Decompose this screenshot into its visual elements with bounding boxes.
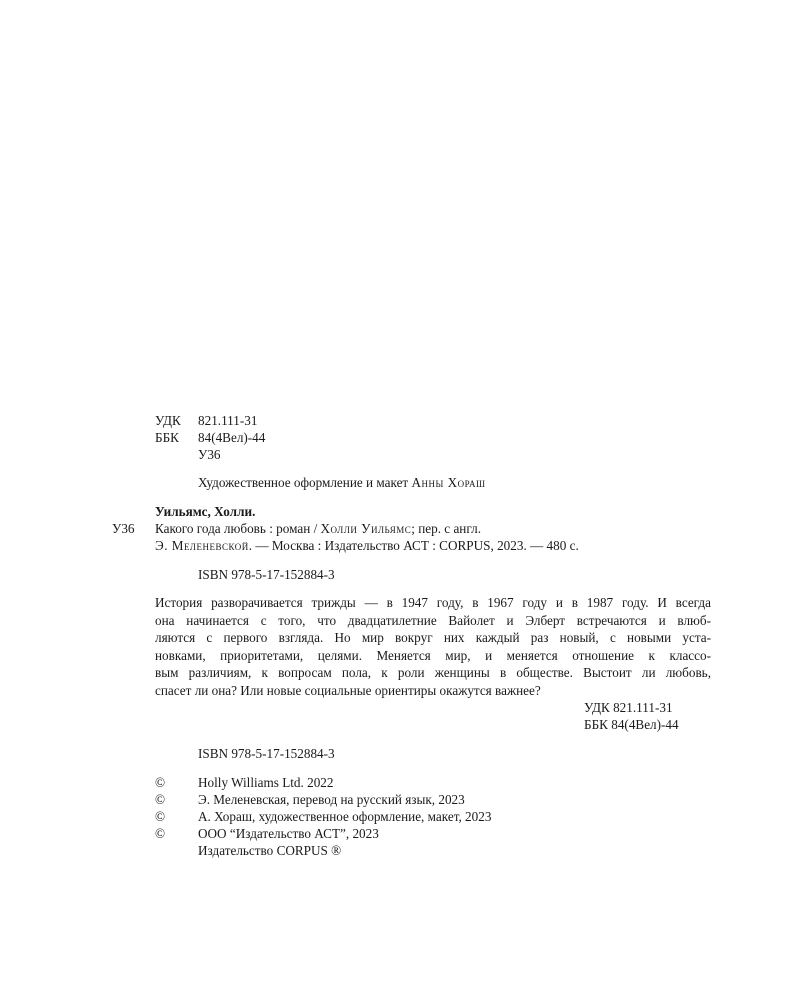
book-author: Холли Уильямс xyxy=(320,521,412,536)
translation-note: ; пер. с англ. xyxy=(411,521,481,536)
design-credit-text: Художественное оформление и макет xyxy=(198,475,412,490)
copyright-text: А. Хораш, художественное оформление, макет, 2023 xyxy=(198,809,492,824)
annotation-line: История разворачивается трижды — в 1947 году, в 1967 году и в 1987 году. И всегда xyxy=(155,595,711,610)
annotation-line: спасет ли она? Или новые социальные ориентиры окажутся важнее? xyxy=(155,682,541,698)
isbn-bottom: ISBN 978-5-17-152884-3 xyxy=(198,746,335,761)
annotation-line: ляются с первого взгляда. Но мир вокруг них каждый раз новый, с новыми уста- xyxy=(155,630,711,646)
design-credit xyxy=(198,474,486,491)
bbk-value: 84(4Вел)-44 xyxy=(198,430,266,445)
author-heading: Уильямс, Холли. xyxy=(155,504,256,519)
bbk-right: ББК 84(4Вел)-44 xyxy=(584,717,679,732)
author-mark-top: У36 xyxy=(198,447,221,462)
translator-name: Э. Меленевской xyxy=(155,538,249,553)
annotation-line: вым различиям, к вопросам пола, к роли женщины в обществе. Выстоит ли любовь, xyxy=(155,665,711,681)
publication-info: . — Москва : Издательство АСТ : CORPUS, 2023. — 480 с. xyxy=(248,538,579,553)
copyright-symbol: © xyxy=(155,826,166,841)
copyright-text: Э. Меленевская, перевод на русский язык, 2023 xyxy=(198,792,465,807)
copyright-symbol: © xyxy=(155,792,166,807)
annotation-line: она начинается с того, что двадцатилетние Вайолет и Элберт встречаются и влюб- xyxy=(155,612,711,628)
book-title: Какого года любовь : роман / xyxy=(155,521,321,536)
isbn-top: ISBN 978-5-17-152884-3 xyxy=(198,567,335,582)
copyright-text: Издательство CORPUS ® xyxy=(198,843,342,858)
udk-label: УДК xyxy=(155,413,181,428)
udk-right: УДК 821.111-31 xyxy=(584,700,673,715)
annotation-paragraph xyxy=(155,594,711,700)
annotation-line: новками, приоритетами, целями. Меняется мир, и меняется отношение к классо- xyxy=(155,647,711,663)
author-mark-side: У36 xyxy=(112,521,135,536)
bibliographic-line-1 xyxy=(155,520,481,537)
bibliographic-line-2 xyxy=(155,537,579,554)
copyright-text: Holly Williams Ltd. 2022 xyxy=(198,775,334,790)
copyright-text: ООО “Издательство АСТ”, 2023 xyxy=(198,826,379,841)
copyright-symbol: © xyxy=(155,775,166,790)
copyright-symbol: © xyxy=(155,809,166,824)
design-credit-name: Анны Хораш xyxy=(411,475,486,490)
udk-value: 821.111-31 xyxy=(198,413,258,428)
bbk-label: ББК xyxy=(155,430,179,445)
